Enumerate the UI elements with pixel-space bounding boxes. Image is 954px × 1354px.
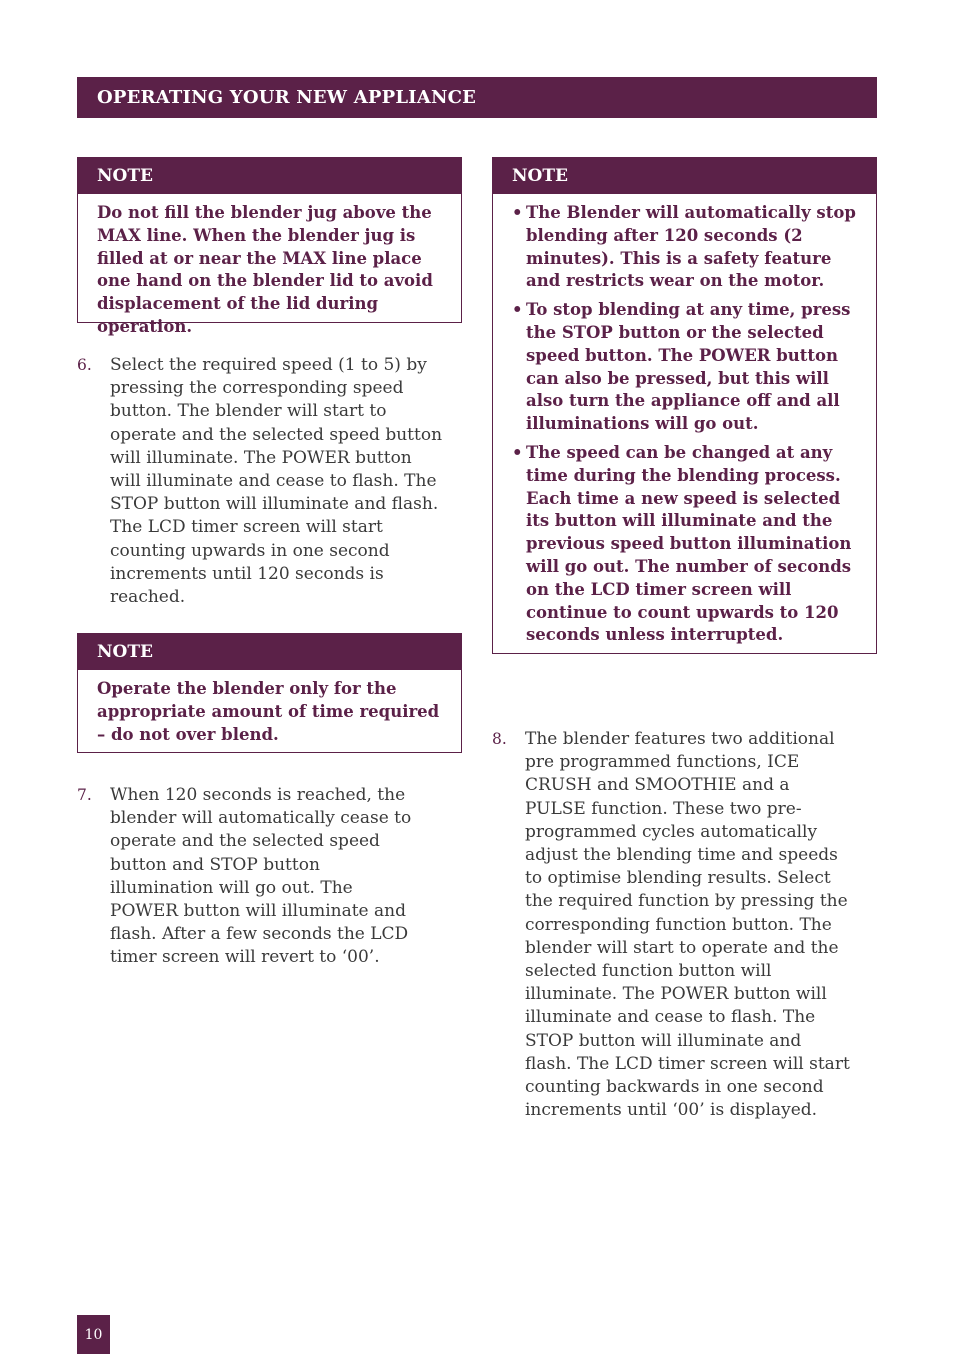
step-number: 6. xyxy=(77,356,92,374)
step-text: The blender features two additional pre programmed functions, ICE CRUSH and SMOOTHIE and a PULSE function. These two pre-programmed cycles automatically adjust the blending time and speeds to optimise blending results. Select the required function by pressing the corresponding function button. The blender will start to operate and the selected function button will illuminate. The POWER button will illuminate and cease to flash. The STOP button will illuminate and flash. The LCD timer screen will start counting backwards in one second increments until ‘00’ is displayed. xyxy=(525,729,850,1121)
note-bullet-list xyxy=(512,202,862,647)
note-fill-box xyxy=(77,157,462,336)
note-bullet: • The Blender will automatically stop blending after 120 seconds (2 minutes). This is a safety feature and restricts wear on the motor. xyxy=(512,202,862,293)
note-bullet: • To stop blending at any time, press the STOP button or the selected speed button. The POWER button can also be pressed, but this will also turn the appliance off and all illuminations will go out. xyxy=(512,299,862,436)
note-bullet: • The speed can be changed at any time during the blending process. Each time a new speed is selected its button will illuminate and the previous speed button illumination will go out. The number of seconds on the LCD timer screen will continue to count upwards to 120 seconds unless interrupted. xyxy=(512,442,862,647)
section-title: OPERATING YOUR NEW APPLIANCE xyxy=(97,87,477,108)
step-text: Select the required speed (1 to 5) by pressing the corresponding speed button. The blender will start to operate and the selected speed button will illuminate. The POWER button will illuminate and cease to flash. The STOP button will illuminate and flash. The LCD timer screen will start counting upwards in one second increments until 120 seconds is reached. xyxy=(110,355,443,608)
note-heading: NOTE xyxy=(97,166,153,186)
note-heading-bar xyxy=(493,158,876,194)
note-body xyxy=(78,194,461,339)
step-8 xyxy=(492,728,852,1122)
page-number: 10 xyxy=(77,1315,110,1354)
note-text: Operate the blender only for the appropriate amount of time required – do not over blend. xyxy=(97,679,440,744)
step-text: When 120 seconds is reached, the blender will automatically cease to operate and the selected speed button and STOP button illumination will go out. The POWER button will illuminate and flash. After a few seconds the LCD timer screen will revert to ‘00’. xyxy=(110,785,412,968)
step-7 xyxy=(77,784,422,970)
note-auto-box xyxy=(492,157,877,654)
note-text: Do not fill the blender jug above the MAX line. When the blender jug is filled at or near the MAX line place one hand on the blender lid to avoid displacement of the lid during operation. xyxy=(97,203,433,336)
step-6 xyxy=(77,354,447,609)
section-header xyxy=(77,77,877,118)
note-heading-bar xyxy=(78,634,461,670)
step-number: 7. xyxy=(77,786,92,804)
note-heading: NOTE xyxy=(97,642,153,662)
note-heading-bar xyxy=(78,158,461,194)
step-number: 8. xyxy=(492,730,507,748)
note-body xyxy=(493,194,876,647)
note-body xyxy=(78,670,461,746)
note-time-box xyxy=(77,633,462,753)
note-heading: NOTE xyxy=(512,166,568,186)
